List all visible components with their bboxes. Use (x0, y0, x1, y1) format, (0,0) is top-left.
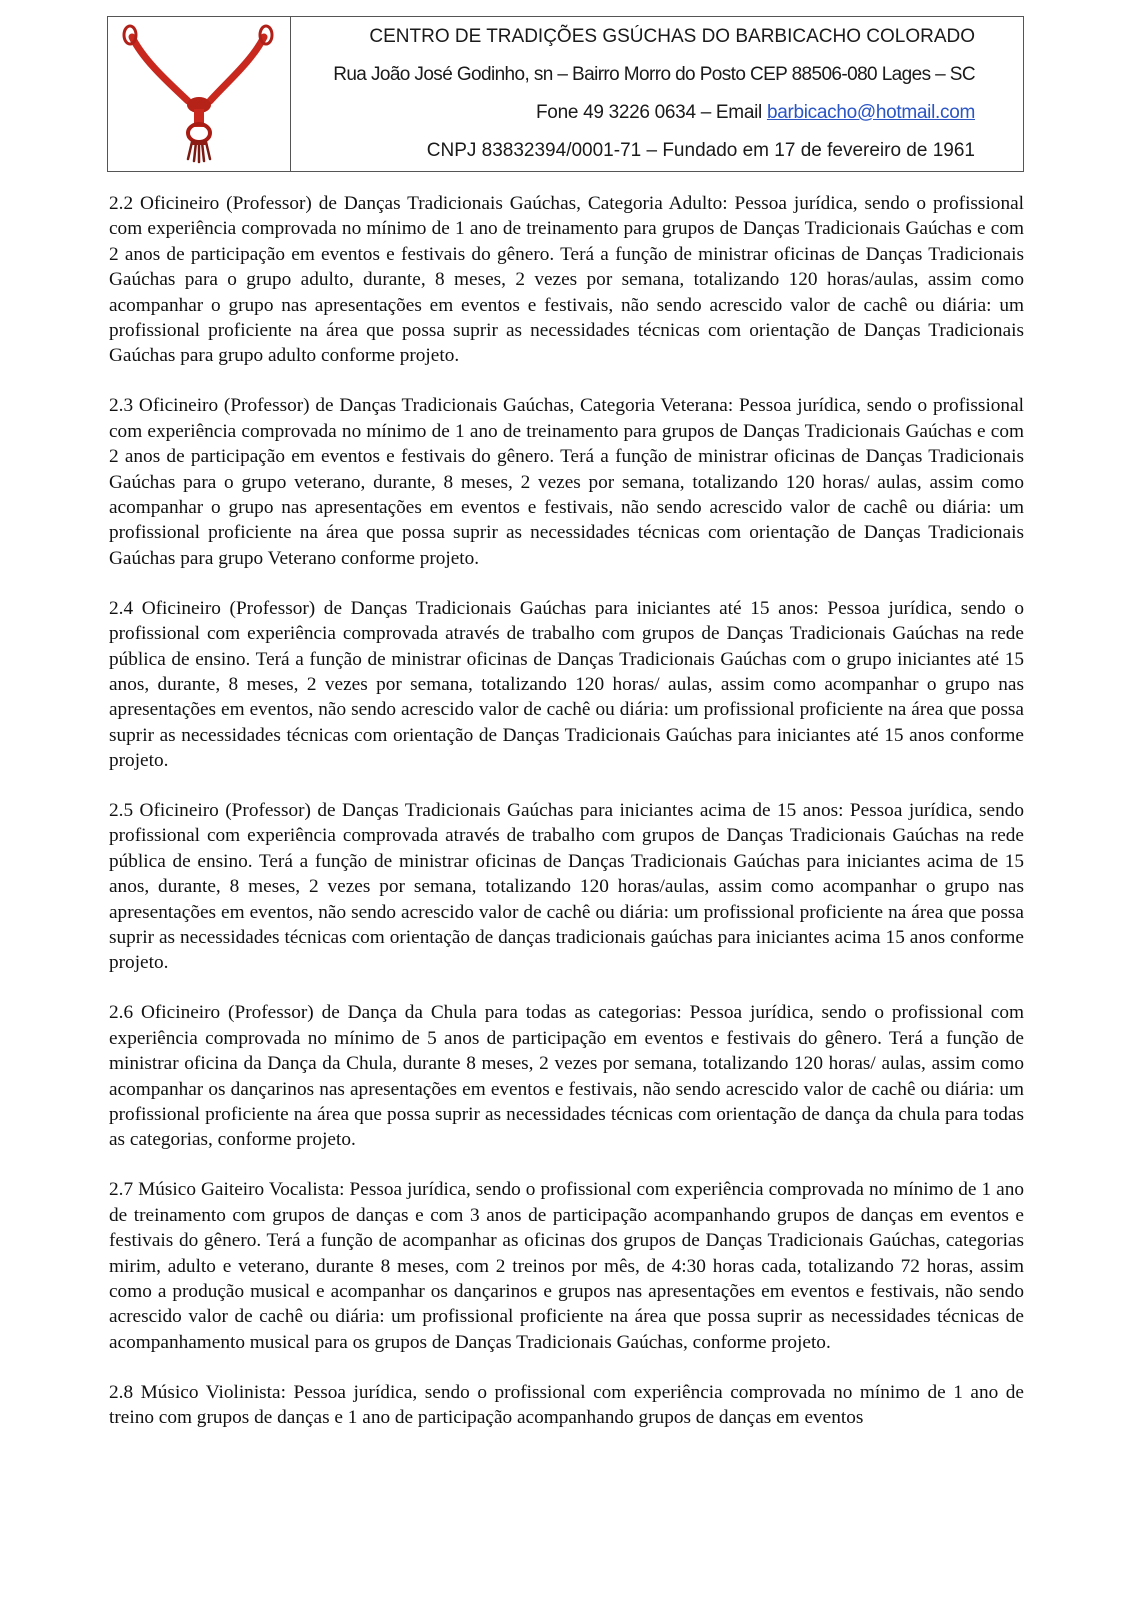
section-2-5: 2.5 Oficineiro (Professor) de Danças Tradicionais Gaúchas para iniciantes acima de 15 anos: Pessoa jurídica, sendo profissional com experiência comprovada através de trabalho com grupos de Danças Tradicionais Gaúchas na rede pública de ensino. Terá a função de ministrar oficinas de Danças Tradicionais Gaúchas para iniciantes acima de 15 anos, durante, 8 meses, 2 vezes por semana, totalizando 120 horas/aulas, assim como acompanhar o grupo nas apresentações em eventos, não sendo acrescido valor de cachê ou diária: um profissional proficiente na área que possa suprir as necessidades técnicas com orientação de danças tradicionais gaúchas para iniciantes acima 15 anos conforme projeto. (109, 800, 1024, 974)
phone-label: Fone 49 3226 0634 – Email (536, 102, 767, 123)
registry-line: CNPJ 83832394/0001-71 – Fundado em 17 de fevereiro de 1961 (426, 140, 975, 161)
organization-address: Rua João José Godinho, sn – Bairro Morro do Posto CEP 88506-080 Lages – SC (333, 64, 975, 85)
letterhead (107, 16, 1024, 172)
email-link[interactable]: barbicacho@hotmail.com (766, 102, 975, 123)
section-2-8: 2.8 Músico Violinista: Pessoa jurídica, sendo o profissional com experiência comprovada no mínimo de 1 ano de treino com grupos de danças e 1 ano de participação acompanhando grupos de danças em eventos (109, 1381, 1024, 1429)
section-2-6: 2.6 Oficineiro (Professor) de Dança da Chula para todas as categorias: Pessoa jurídica, sendo o profissional com experiência comprovada no mínimo de 5 anos de participação em eventos e festivais do gênero. Terá a função de ministrar oficina da Dança da Chula, durante 8 meses, 2 vezes por semana, totalizando 120 horas/ aulas, assim como acompanhar os dançarinos nas apresentações em eventos e festivais, não sendo acrescido valor de cachê ou diária: um profissional proficiente na área que possa suprir as necessidades técnicas com orientação de dança da chula para todas as categorias, conforme projeto. (109, 1002, 1024, 1151)
section-2-2: 2.2 Oficineiro (Professor) de Danças Tradicionais Gaúchas, Categoria Adulto: Pessoa jurídica, sendo o profissional com experiência comprovada no mínimo de 1 ano de treinamento para grupos de Danças Tradicionais Gaúchas e com 2 anos de participação em eventos e festivais do gênero. Terá a função de ministrar oficinas de Danças Tradicionais Gaúchas para o grupo adulto, durante, 8 meses, 2 vezes por semana, totalizando 120 horas/aulas, assim como acompanhar o grupo nas apresentações em eventos e festivais, não sendo acrescido valor de cachê ou diária: um profissional proficiente na área que possa suprir as necessidades técnicas com orientação de Danças Tradicionais Gaúchas para grupo adulto conforme projeto. (109, 193, 1024, 367)
logo-cell (108, 17, 291, 171)
barbicacho-logo-icon (114, 21, 284, 167)
section-2-3: 2.3 Oficineiro (Professor) de Danças Tradicionais Gaúchas, Categoria Veterana: Pessoa jurídica, sendo o profissional com experiência comprovada no mínimo de 1 ano de treinamento para grupos de Danças Tradicionais Gaúchas e com 2 anos de participação em eventos e festivais do gênero. Terá a função de ministrar oficinas de Danças Tradicionais Gaúchas para o grupo veterano, durante, 8 meses, 2 vezes por semana, totalizando 120 horas/ aulas, assim como acompanhar o grupo nas apresentações em eventos e festivais, não sendo acrescido valor de cachê ou diária: um profissional proficiente na área que possa suprir as necessidades técnicas com orientação de Danças Tradicionais Gaúchas para grupo Veterano conforme projeto. (109, 395, 1024, 569)
organization-name: CENTRO DE TRADIÇÕES GSÚCHAS DO BARBICACHO COLORADO (369, 26, 975, 47)
section-2-4: 2.4 Oficineiro (Professor) de Danças Tradicionais Gaúchas para iniciantes até 15 anos: Pessoa jurídica, sendo o profissional com experiência comprovada através de trabalho com grupos de Danças Tradicionais Gaúchas na rede pública de ensino. Terá a função de ministrar oficinas de Danças Tradicionais Gaúchas com o grupo iniciantes até 15 anos, durante, 8 meses, 2 vezes por semana, totalizando 120 horas/ aulas, assim como acompanhar o grupo nas apresentações em eventos, não sendo acrescido valor de cachê ou diária: um profissional proficiente na área que possa suprir as necessidades técnicas com orientação de Danças Tradicionais Gaúchas para iniciantes até 15 anos conforme projeto. (109, 597, 1024, 772)
section-2-7: 2.7 Músico Gaiteiro Vocalista: Pessoa jurídica, sendo o profissional com experiência comprovada no mínimo de 1 ano de treinamento com grupos de danças e com 3 anos de participação acompanhando grupos de danças em eventos e festivais do gênero. Terá a função de acompanhar as oficinas dos grupos de Danças Tradicionais Gaúchas, categorias mirim, adulto e veterano, durante 8 meses, com 2 treinos por mês, de 4:30 horas cada, totalizando 72 horas, assim como a produção musical e acompanhar os dançarinos e grupos nas apresentações em eventos e festivais, não sendo acrescido valor de cachê ou diária: um profissional proficiente na área que possa suprir as necessidades técnicas de acompanhamento musical para os grupos de Danças Tradicionais Gaúchas, conforme projeto. (109, 1179, 1024, 1353)
contact-line (536, 102, 975, 124)
document-body (109, 191, 1024, 1455)
letterhead-text (291, 17, 1023, 171)
